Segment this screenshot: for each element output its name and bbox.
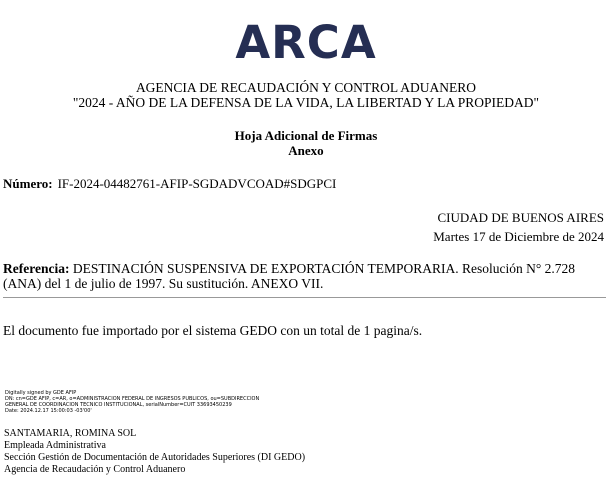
document-date: Martes 17 de Diciembre de 2024: [433, 229, 604, 244]
document-reference: [3, 261, 603, 291]
document-number-value: IF-2024-04482761-AFIP-SGDADVCOAD#SDGPCI: [57, 176, 337, 191]
digital-signature-line: DN: cn=GDE AFIP, c=AR, o=ADMINISTRACION FEDERAL DE INGRESOS PUBLICOS, ou=SUBDIRECCION: [5, 396, 260, 402]
arca-logo: ARCA: [235, 16, 377, 69]
document-city: CIUDAD DE BUENOS AIRES: [437, 210, 604, 225]
digital-signature-block: [5, 390, 259, 414]
year-motto: "2024 - AÑO DE LA DEFENSA DE LA VIDA, LA LIBERTAD Y LA PROPIEDAD": [72, 95, 540, 110]
document-number: [3, 176, 336, 191]
reference-text: DESTINACIÓN SUSPENSIVA DE EXPORTACIÓN TEMPORARIA. Resolución N° 2.728 (ANA) del 1 de julio de 1997. Su sustitución. ANEXO VII.: [3, 261, 576, 291]
signer-section: Sección Gestión de Documentación de Autoridades Superiores (DI GEDO): [4, 452, 306, 463]
signer-block: [4, 428, 305, 476]
signer-name: SANTAMARIA, ROMINA SOL: [4, 428, 137, 439]
reference-label: Referencia:: [3, 261, 70, 276]
document-title: Hoja Adicional de Firmas: [234, 128, 378, 143]
document-subtitle: Anexo: [288, 143, 324, 158]
digital-signature-line: Digitally signed by GDE AFIP: [5, 390, 77, 396]
document-body: El documento fue importado por el sistema GEDO con un total de 1 pagina/s.: [3, 323, 423, 338]
digital-signature-line: Date: 2024.12.17 15:00:03 -03'00': [5, 408, 92, 414]
signer-role: Empleada Administrativa: [4, 440, 106, 451]
digital-signature-line: GENERAL DE COORDINACION TECNICO INSTITUCIONAL, serialNumber=CUIT 33693450239: [5, 402, 232, 408]
signer-agency: Agencia de Recaudación y Control Aduanero: [4, 464, 186, 475]
divider: [3, 297, 606, 298]
agency-name: AGENCIA DE RECAUDACIÓN Y CONTROL ADUANERO: [135, 80, 477, 95]
document-number-label: Número:: [3, 176, 53, 191]
